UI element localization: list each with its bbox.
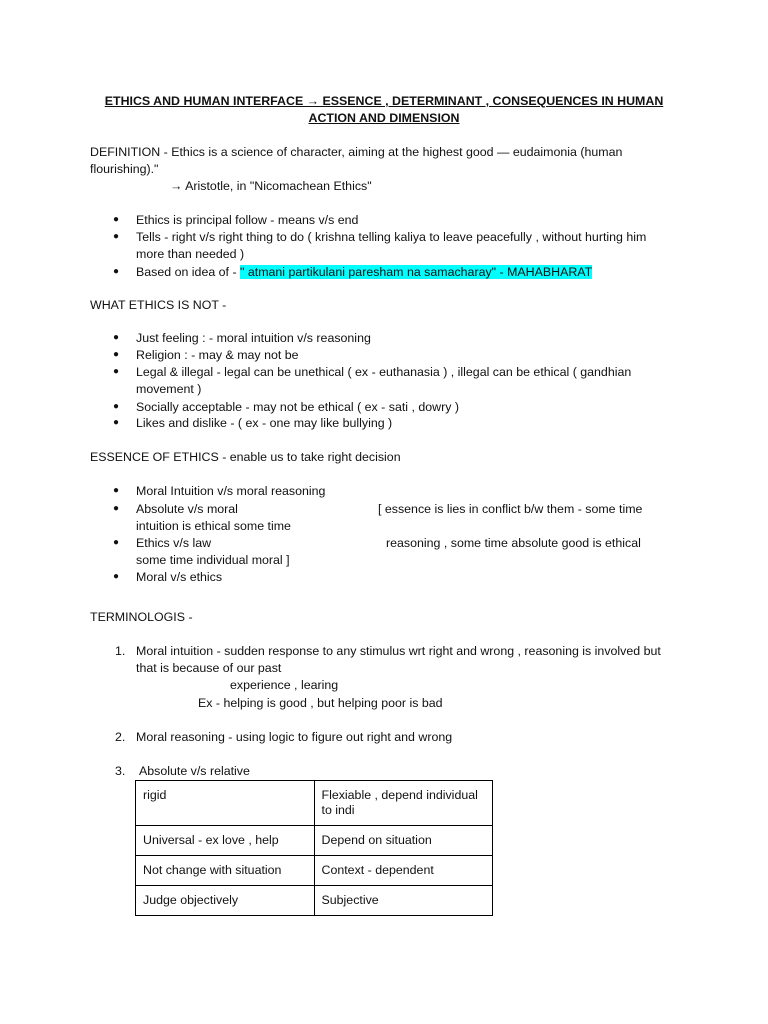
bullet-icon: ● <box>113 485 120 496</box>
list-item: Tells - right v/s right thing to do ( krishna telling kaliya to leave peacefully , without hurting him <box>136 230 647 244</box>
table-cell: Subjective <box>314 886 493 916</box>
bullet-icon: ● <box>113 349 120 360</box>
side-note-cont: some time individual moral ] <box>136 553 290 567</box>
list-item: Moral v/s ethics <box>136 570 223 584</box>
table-cell: Universal - ex love , help <box>136 826 315 856</box>
list-item: Absolute v/s relative <box>139 764 250 778</box>
side-note-cont: intuition is ethical some time <box>136 519 291 533</box>
list-number: 2. <box>115 730 126 744</box>
table-cell: Not change with situation <box>136 856 315 886</box>
table-cell: Context - dependent <box>314 856 493 886</box>
list-item: Moral reasoning - using logic to figure out right and wrong <box>136 730 453 744</box>
list-item <box>136 265 592 279</box>
page-title-line-2: ACTION AND DIMENSION <box>308 111 460 125</box>
page-title: ETHICS AND HUMAN INTERFACE → ESSENCE , DETERMINANT , CONSEQUENCES IN HUMAN <box>104 94 664 108</box>
absolute-relative-table <box>135 780 493 916</box>
table-row <box>136 856 493 886</box>
list-item: Just feeling : - moral intuition v/s reasoning <box>136 331 371 345</box>
definition-text: DEFINITION - Ethics is a science of character, aiming at the highest good — eudaimonia (human <box>90 145 623 159</box>
list-item: Legal & illegal - legal can be unethical ( ex - euthanasia ) , illegal can be ethical ( gandhian <box>136 365 632 379</box>
table-cell: rigid <box>136 781 315 826</box>
table-cell: Judge objectively <box>136 886 315 916</box>
highlighted-quote: " atmani partikulani paresham na samacharay" - MAHABHARAT <box>240 265 593 279</box>
list-item: Socially acceptable - may not be ethical ( ex - sati , dowry ) <box>136 400 459 414</box>
section-heading-what-not: WHAT ETHICS IS NOT - <box>90 298 227 312</box>
list-item: Moral Intuition v/s moral reasoning <box>136 484 326 498</box>
bullet-icon: ● <box>113 401 120 412</box>
list-number: 3. <box>115 764 126 778</box>
list-item-cont: movement ) <box>136 382 202 396</box>
list-item: Absolute v/s moral <box>136 502 238 516</box>
section-heading-essence: ESSENCE OF ETHICS - enable us to take right decision <box>90 450 401 464</box>
list-item-prefix: Based on idea of - <box>136 265 241 279</box>
bullet-icon: ● <box>113 231 120 242</box>
list-item-cont: more than needed ) <box>136 247 245 261</box>
list-item: Ethics v/s law <box>136 536 212 550</box>
bullet-icon: ● <box>113 214 120 225</box>
list-item-cont: experience , learing <box>230 678 339 692</box>
list-item: Likes and dislike - ( ex - one may like bullying ) <box>136 416 393 430</box>
table-cell: Flexiable , depend individual to indi <box>314 781 493 826</box>
list-item: Ethics is principal follow - means v/s end <box>136 213 359 227</box>
table-row <box>136 886 493 916</box>
bullet-icon: ● <box>113 537 120 548</box>
definition-text-cont: flourishing)." <box>90 162 159 176</box>
bullet-icon: ● <box>113 417 120 428</box>
side-note: [ essence is lies in conflict b/w them - some time <box>378 502 643 516</box>
side-note: reasoning , some time absolute good is ethical <box>386 536 641 550</box>
bullet-icon: ● <box>113 366 120 377</box>
example-text: Ex - helping is good , but helping poor is bad <box>198 696 443 710</box>
table-row <box>136 781 493 826</box>
list-item: Moral intuition - sudden response to any stimulus wrt right and wrong , reasoning is involved but <box>136 644 661 658</box>
bullet-icon: ● <box>113 571 120 582</box>
list-item-cont: that is because of our past <box>136 661 282 675</box>
table-row <box>136 826 493 856</box>
list-item: Religion : - may & may not be <box>136 348 299 362</box>
list-number: 1. <box>115 644 126 658</box>
definition-attribution: → Aristotle, in "Nicomachean Ethics" <box>170 179 372 193</box>
section-heading-terminologis: TERMINOLOGIS - <box>90 610 193 624</box>
bullet-icon: ● <box>113 266 120 277</box>
bullet-icon: ● <box>113 503 120 514</box>
table-cell: Depend on situation <box>314 826 493 856</box>
bullet-icon: ● <box>113 332 120 343</box>
